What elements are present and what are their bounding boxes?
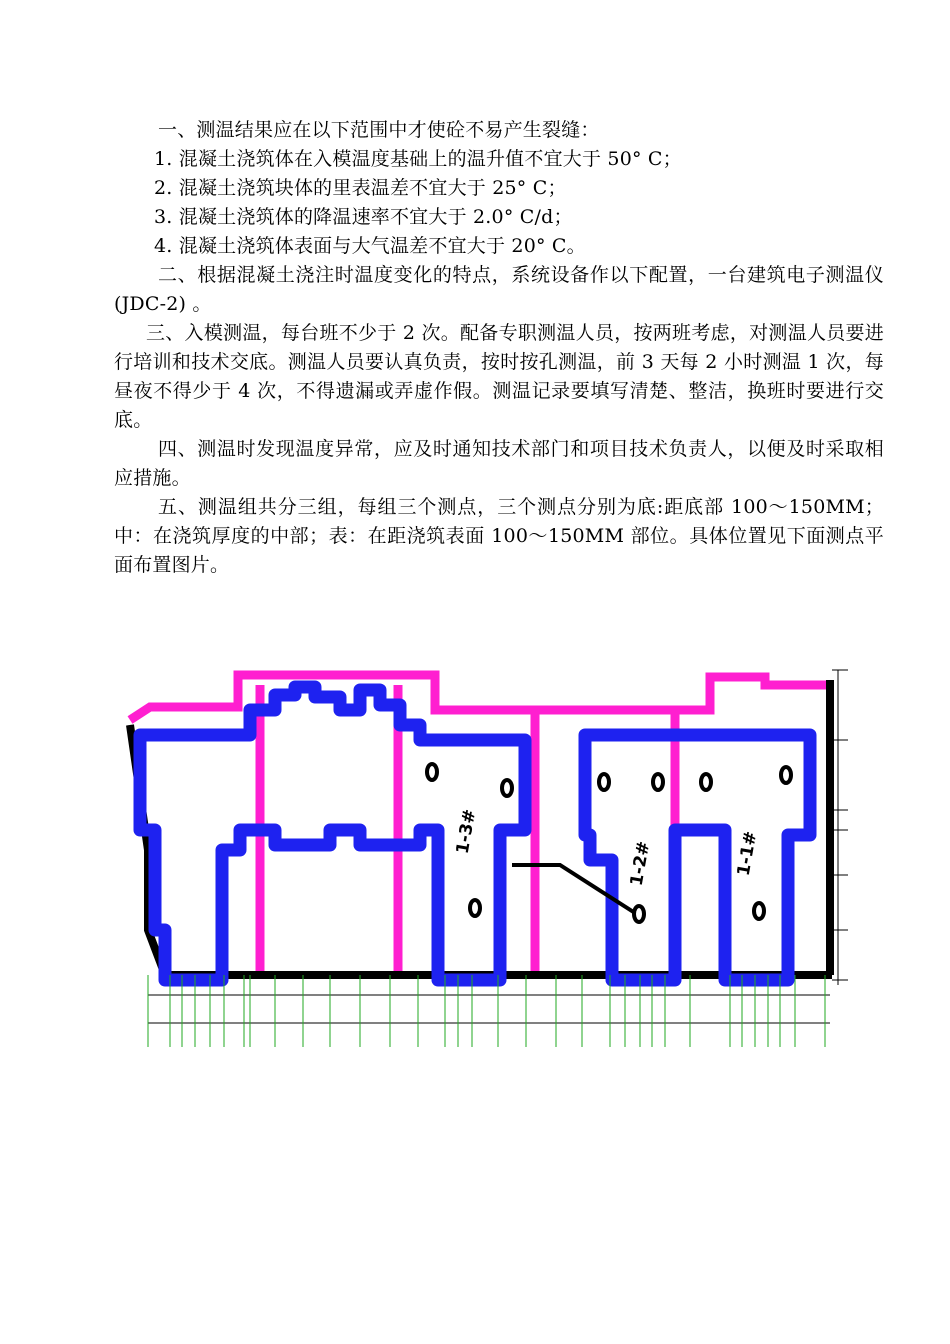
paragraph-5: 五、测温组共分三组，每组三个测点，三个测点分别为底:距底部 100～150MM；中：在浇筑厚度的中部；表：在距浇筑表面 100～150MM 部位。具体位置见下面测点平面布置图片。 (114, 496, 884, 576)
list-item-1: 1. 混凝土浇筑体在入模温度基础上的温升值不宜大于 50° C； (154, 148, 682, 170)
measuring-point (701, 774, 711, 790)
paragraph-2: 二、根据混凝土浇注时温度变化的特点，系统设备作以下配置，一台建筑电子测温仪(JDC-2) 。 (114, 264, 884, 315)
text-body (114, 116, 884, 580)
measuring-point (599, 774, 609, 790)
measuring-point (427, 764, 437, 780)
paragraph-4: 四、测温时发现温度异常，应及时通知技术部门和项目技术负责人，以便及时采取相应措施。 (114, 438, 884, 489)
measuring-point (781, 767, 791, 783)
right-axis (832, 670, 848, 985)
measuring-point (653, 774, 663, 790)
list-item-2: 2. 混凝土浇筑块体的里表温差不宜大于 25° C； (154, 177, 567, 199)
label-group-2: 1-2# (626, 839, 655, 888)
paragraph-3: 三、入模测温，每台班不少于 2 次。配备专职测温人员，按两班考虑，对测温人员要进行培训和技术交底。测温人员要认真负责，按时按孔测温，前 3 天每 2 小时测温 1 次，每昼夜不得少于 4 次，不得遗漏或弄虚作假。测温记录要填写清楚、整洁，换班时要进行交底。 (114, 322, 884, 431)
label-group-3: 1-3# (452, 807, 481, 856)
measuring-point-layout-drawing (120, 655, 860, 1060)
paragraph-1: 一、测温结果应在以下范围中才使砼不易产生裂缝： (158, 119, 600, 141)
list-item-3: 3. 混凝土浇筑体的降温速率不宜大于 2.0° C/d； (154, 206, 573, 228)
label-group-1: 1-1# (733, 829, 762, 878)
measuring-point (502, 780, 512, 796)
measuring-point (754, 903, 764, 919)
list-item-4: 4. 混凝土浇筑体表面与大气温差不宜大于 20° C。 (154, 235, 586, 257)
measuring-point (634, 906, 644, 922)
measuring-point (470, 900, 480, 916)
